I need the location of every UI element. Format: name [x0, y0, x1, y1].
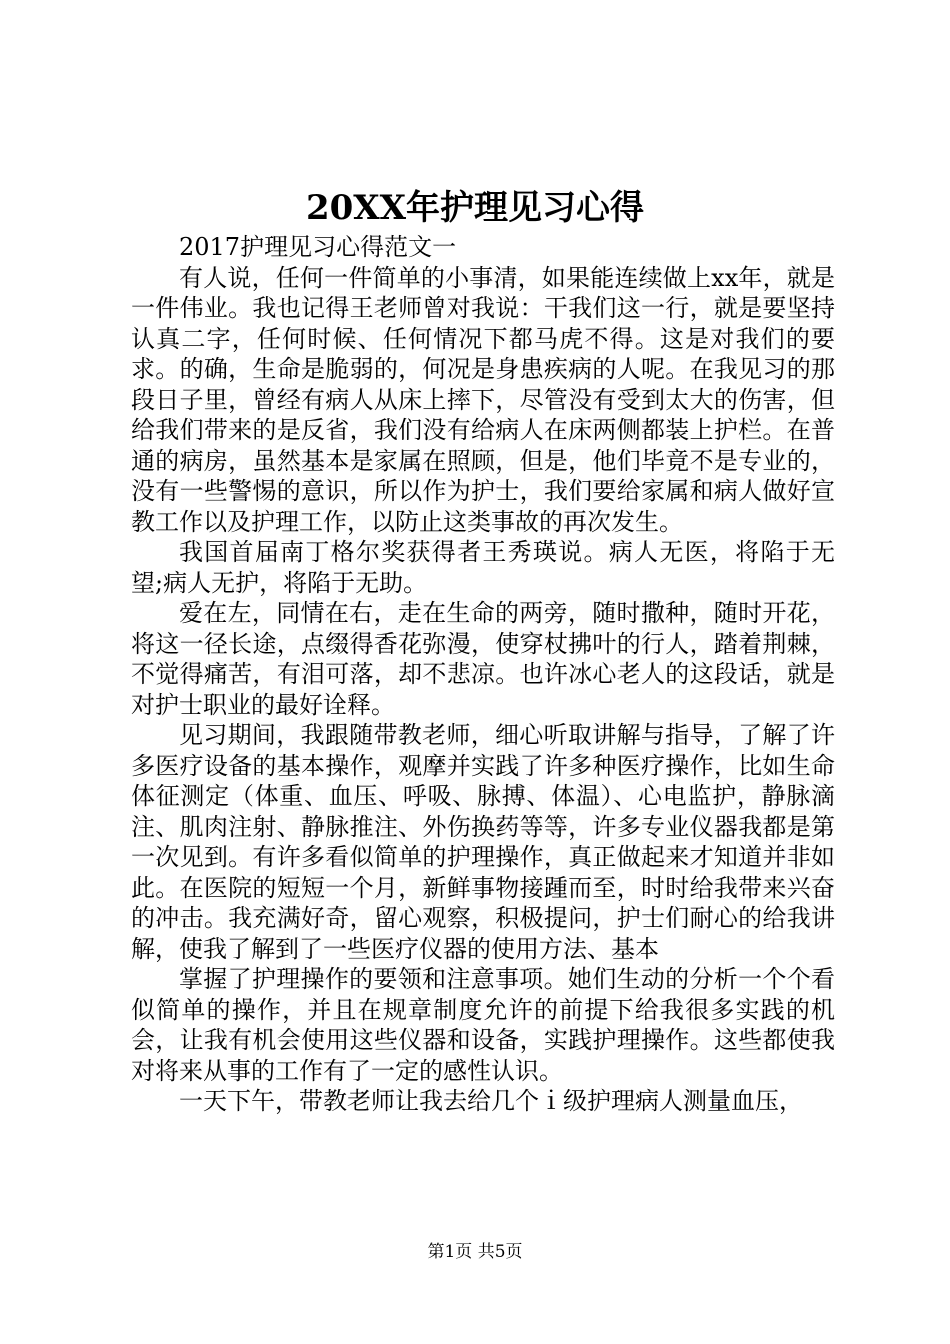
paragraph: 一天下午，带教老师让我去给几个ｉ级护理病人测量血压， [179, 1087, 803, 1115]
paragraph: 掌握了护理操作的要领和注意事项。她们生动的分析一个个看似简单的操作，并且在规章制度允许的前提下给我很多实践的机会，让我有机会使用这些仪器和设备，实践护理操作。这些都使我对将来从事的工作有了一定的感性认识。 [131, 965, 835, 1085]
document-title: 20XX年护理见习心得 [305, 188, 645, 228]
paragraph: 2017护理见习心得范文一 [179, 233, 457, 261]
paragraph: 我国首届南丁格尔奖获得者王秀瑛说。病人无医，将陷于无望;病人无护，将陷于无助。 [131, 538, 835, 597]
paragraph: 有人说，任何一件简单的小事清，如果能连续做上xx年，就是一件伟业。我也记得王老师曾对我说：干我们这一行，就是要坚持认真二字，任何时候、任何情况下都马虎不得。这是对我们的要求。的确，生命是脆弱的，何况是身患疾病的人呢。在我见习的那段日子里，曾经有病人从床上摔下，尽管没有受到太大的伤害，但给我们带来的是反省，我们没有给病人在床两侧都装上护栏。在普通的病房，虽然基本是家属在照顾，但是，他们毕竟不是专业的，没有一些警惕的意识，所以作为护士，我们要给家属和病人做好宣教工作以及护理工作，以防止这类事故的再次发生。 [131, 263, 835, 536]
page-number-footer: 第1页 共5页 [427, 1242, 523, 1262]
paragraph: 爱在左，同情在右，走在生命的两旁，随时撒种，随时开花，将这一径长途，点缀得香花弥漫，使穿杖拂叶的行人，踏着荆棘，不觉得痛苦，有泪可落，却不悲凉。也许冰心老人的这段话，就是对护士职业的最好诠释。 [131, 599, 835, 719]
document-body [131, 232, 835, 1117]
paragraph: 见习期间，我跟随带教老师，细心听取讲解与指导，了解了许多医疗设备的基本操作，观摩并实践了许多种医疗操作，比如生命体征测定（体重、血压、呼吸、脉搏、体温）、心电监护，静脉滴注、肌肉注射、静脉推注、外伤换药等等，许多专业仪器我都是第一次见到。有许多看似简单的护理操作，真正做起来才知道并非如此。在医院的短短一个月，新鲜事物接踵而至，时时给我带来兴奋的冲击。我充满好奇，留心观察，积极提问，护士们耐心的给我讲解，使我了解到了一些医疗仪器的使用方法、基本 [131, 721, 835, 963]
